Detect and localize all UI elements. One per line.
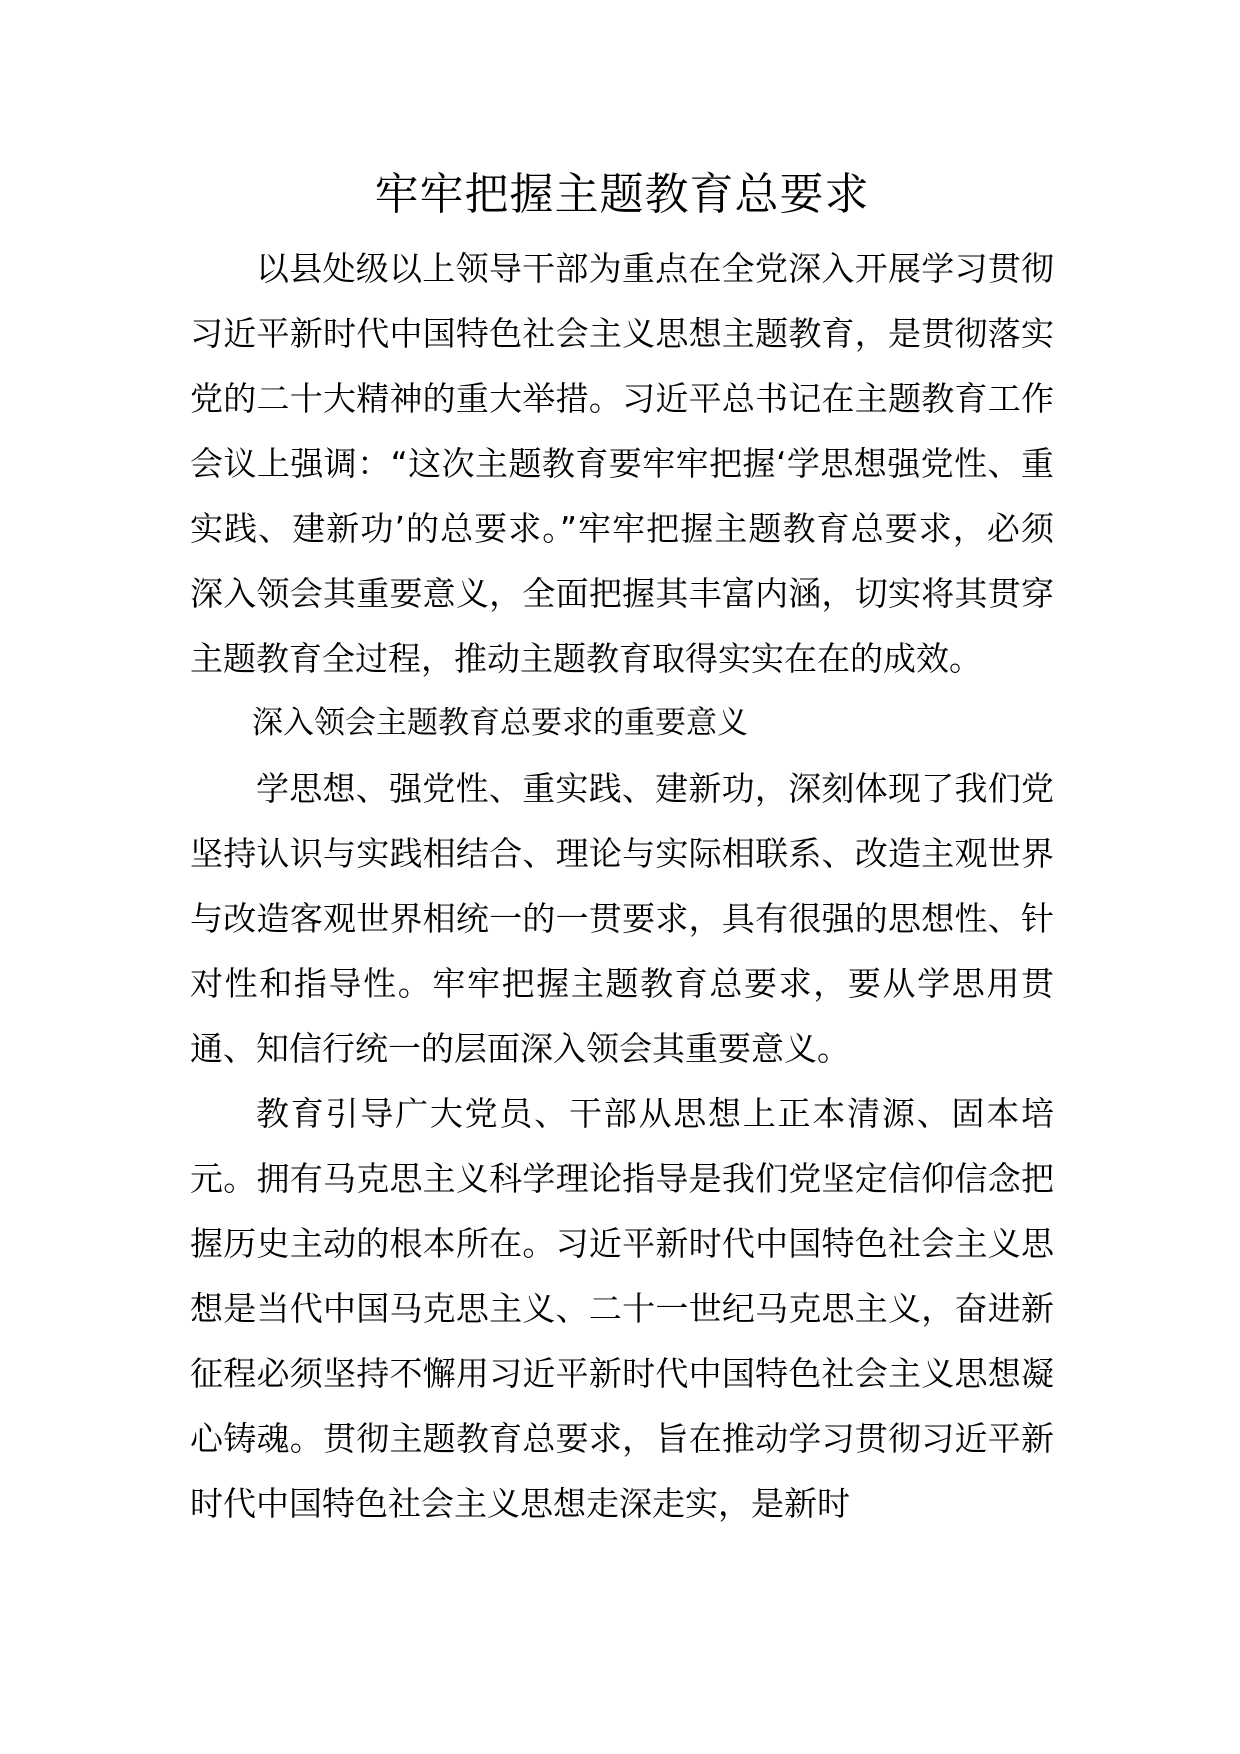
document-title: 牢牢把握主题教育总要求: [374, 169, 870, 220]
paragraph-intro: 以县处级以上领导干部为重点在全党深入开展学习贯彻习近平新时代中国特色社会主义思想主题教育，是贯彻落实党的二十大精神的重大举措。习近平总书记在主题教育工作会议上强调：“这次主题教育要牢牢把握‘学思想强党性、重实践、建新功’的总要求。”牢牢把握主题教育总要求，必须深入领会其重要意义，全面把握其丰富内涵，切实将其贯穿主题教育全过程，推动主题教育取得实实在在的成效。: [190, 249, 1054, 678]
paragraph-education: 教育引导广大党员、干部从思想上正本清源、固本培元。拥有马克思主义科学理论指导是我们党坚定信仰信念把握历史主动的根本所在。习近平新时代中国特色社会主义思想是当代中国马克思主义、二十一世纪马克思主义，奋进新征程必须坚持不懈用习近平新时代中国特色社会主义思想凝心铸魂。贯彻主题教育总要求，旨在推动学习贯彻习近平新时代中国特色社会主义思想走深走实，是新时: [190, 1094, 1054, 1523]
document-body: [190, 236, 1054, 1536]
section-heading: 深入领会主题教育总要求的重要意义: [252, 705, 748, 741]
paragraph-significance: 学思想、强党性、重实践、建新功，深刻体现了我们党坚持认识与实践相结合、理论与实际相联系、改造主观世界与改造客观世界相统一的一贯要求，具有很强的思想性、针对性和指导性。牢牢把握主题教育总要求，要从学思用贯通、知信行统一的层面深入领会其重要意义。: [190, 769, 1054, 1068]
